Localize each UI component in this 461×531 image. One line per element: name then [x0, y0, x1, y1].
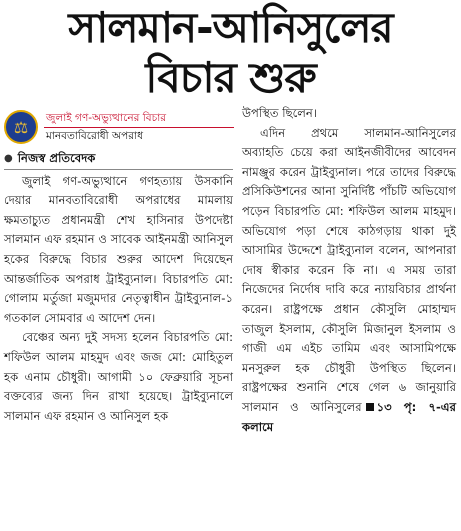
tribunal-seal-icon: ⚖ [4, 110, 38, 144]
rubric-bottom-label: মানবতাবিরোধী অপরাধ [46, 130, 143, 142]
rubric-top-label: জুলাই গণ-অভ্যুত্থানের বিচার [44, 109, 234, 128]
jump-marker-icon [366, 403, 374, 411]
continued-on-link[interactable]: ১৩ পৃ: ৭-এর কলামে [242, 399, 456, 434]
article-paragraph [242, 124, 456, 438]
article-paragraph: জুলাই গণ-অভ্যুত্থানে গণহত্যায় উসকানি দেয়ার মানবতাবিরোধী অপরাধের মামলায় ক্ষমতাচ্যুত প্রধানমন্ত্রী শেখ হাসিনার উপদেষ্টা সালমান এফ রহমান ও সাবেক আইনমন্ত্রী আনিসুল হকের বিরুদ্ধে বিচার শুরুর আদেশ দিয়েছেন আন্তর্জাতিক অপরাধ ট্রাইব্যুনাল। বিচারপতি মো: গোলাম মর্তুজা মজুমদার নেতৃত্বাধীন ট্রাইব্যুনাল-১ গতকাল সোমবার এ আদেশ দেন। [4, 173, 233, 325]
article-paragraph: বেঞ্চের অন্য দুই সদস্য হলেন বিচারপতি মো: শফিউল আলম মাহমুদ এবং জজ মো: মোহিতুল হক এনাম চৌধুরী। আগামী ১০ ফেব্রুয়ারি সূচনা বক্তব্যের জন্য দিন রাখা হয়েছে। ট্রাইব্যুনালে সালমান এফ রহমান ও আনিসুল হক [4, 330, 233, 423]
byline [4, 149, 233, 169]
article-paragraph: উপস্থিত ছিলেন। [242, 106, 317, 120]
article-paragraph-text: এদিন প্রথমে সালমান-আনিসুলের অব্যাহতি চেয়ে করা আইনজীবীদের আবেদন নামঞ্জুর করেন ট্রাইব্যুনাল। পরে তাদের বিরুদ্ধে প্রসিকিউশনের আনা সুনির্দিষ্ট পাঁচটি অভিযোগ পড়েন বিচারপতি মো: শফিউল আলম মাহমুদ। অভিযোগ পড়া শেষে কাঠগড়ায় থাকা দুই আসামির উদ্দেশে ট্রাইব্যুনাল বলেন, আপনারা দোষ স্বীকার করেন কি না। এ সময় তারা নিজেদের নির্দোষ দাবি করে ন্যায়বিচার প্রার্থনা করেন। রাষ্ট্রপক্ষে প্রধান কৌসুলি মোহাম্মদ তাজুল ইসলাম, কৌসুলি মিজানুল ইসলাম ও গাজী এম এইচ তামিম এবং আসামিপক্ষে মনসুরুল হক চৌধুরী উপস্থিত ছিলেন। রাষ্ট্রপক্ষের শুনানি শেষে গেল ৬ জানুয়ারি সালমান ও আনিসুলের [242, 125, 456, 414]
right-column [242, 104, 456, 437]
bullet-icon: ● [4, 153, 13, 164]
section-rubric [4, 108, 234, 146]
headline-line-2: বিচার শুরু [145, 53, 316, 102]
byline-text: নিজস্ব প্রতিবেদক [17, 151, 96, 165]
left-column [4, 149, 233, 426]
headline-line-1: সালমান-আনিসুলের [68, 3, 393, 52]
